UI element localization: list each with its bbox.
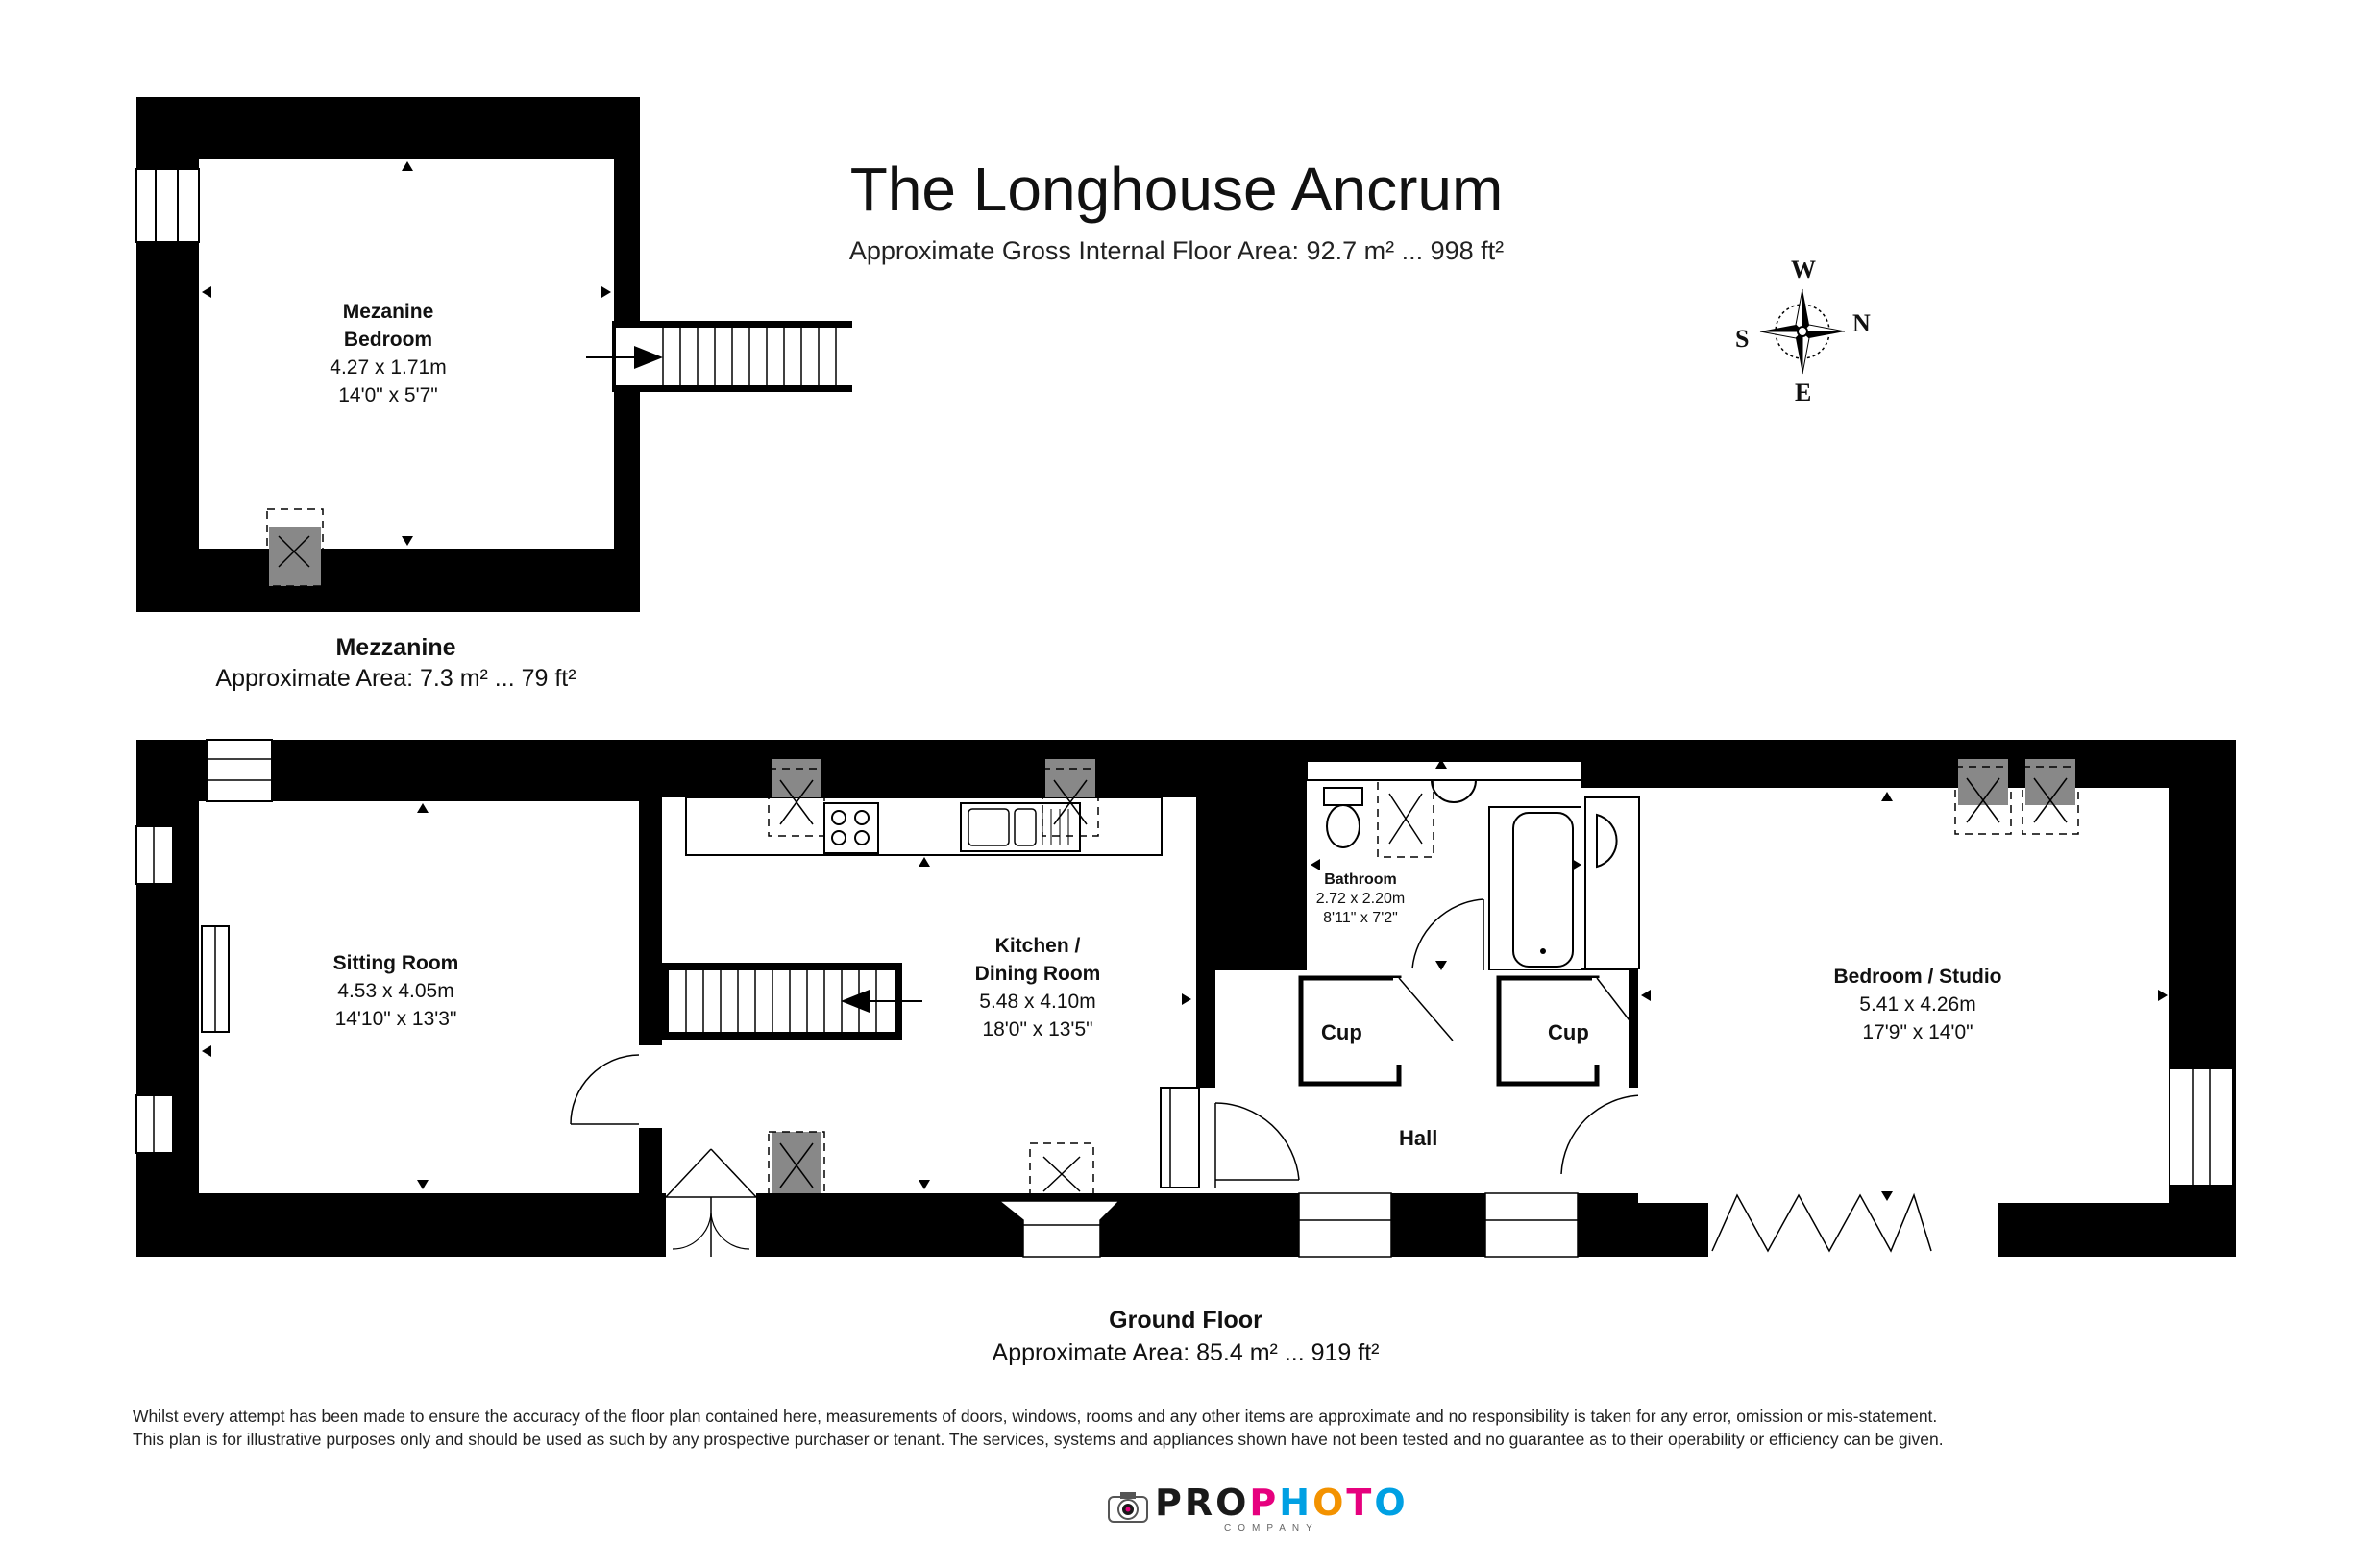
room-label-cupboard-1: Cup xyxy=(1321,1020,1362,1044)
logo-wordmark: PROPHOTO xyxy=(1155,1482,1409,1524)
room-label-bedroom-studio: Bedroom / Studio 5.41 x 4.26m 17'9" x 14'0" xyxy=(1833,966,2002,1043)
plan-title: The Longhouse Ancrum xyxy=(849,155,1504,224)
room-label-sitting-room: Sitting Room 4.53 x 4.05m 14'10" x 13'3" xyxy=(332,952,459,1030)
logo-company: COMPANY xyxy=(1224,1523,1319,1533)
ground-floor-name: Ground Floor xyxy=(1109,1307,1262,1334)
room-label-bathroom: Bathroom 2.72 x 2.20m 8'11" x 7'2" xyxy=(1315,871,1406,926)
camera-icon xyxy=(1107,1487,1149,1526)
compass-s-label: S xyxy=(1735,325,1750,353)
disclaimer-line-1: Whilst every attempt has been made to ensure the accuracy of the floor plan contained here, measurements of doors, windows, rooms and any other items are approximate and no responsibility is taken for any error, omission or mis-statement. xyxy=(133,1407,1938,1426)
disclaimer xyxy=(133,1405,2266,1451)
compass-e-label: E xyxy=(1795,379,1812,406)
compass-n-label: N xyxy=(1852,309,1871,337)
room-label-hall: Hall xyxy=(1399,1126,1438,1150)
mezzanine-floor-area: Approximate Area: 7.3 m² ... 79 ft² xyxy=(215,665,576,692)
ground-floor-area: Approximate Area: 85.4 m² ... 919 ft² xyxy=(992,1339,1380,1366)
disclaimer-line-2: This plan is for illustrative purposes only and should be used as such by any prospective purchaser or tenant. The services, systems and appliances shown have not been tested and no guarantee as to their operability or efficiency can be given. xyxy=(133,1430,1944,1449)
compass-rose-icon xyxy=(1760,289,1845,374)
mezzanine-floor-name: Mezzanine xyxy=(335,634,456,661)
room-label-cupboard-2: Cup xyxy=(1548,1020,1589,1044)
gross-area-subtitle: Approximate Gross Internal Floor Area: 92.7 m² ... 998 ft² xyxy=(848,236,1505,265)
compass-w-label: W xyxy=(1791,256,1816,283)
room-label-mezzanine-bedroom: Mezanine Bedroom 4.27 x 1.71m 14'0" x 5'7" xyxy=(330,301,447,406)
room-label-kitchen-dining: Kitchen / Dining Room 5.48 x 4.10m 18'0" x 13'5" xyxy=(974,935,1101,1041)
